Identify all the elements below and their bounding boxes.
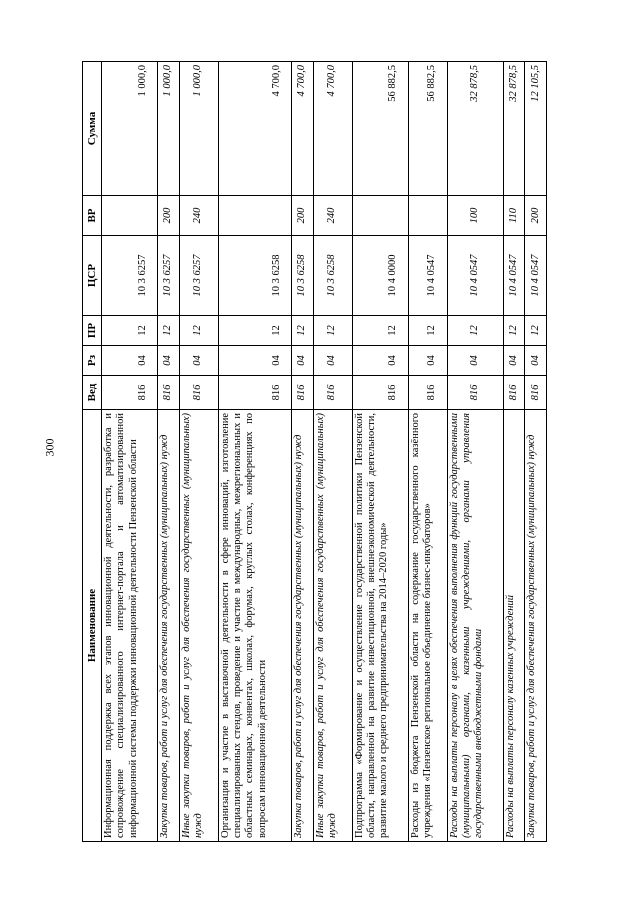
row-rz: 04: [525, 346, 547, 376]
row-vr: 240: [179, 196, 218, 236]
row-rz: 04: [102, 346, 158, 376]
header-pr: ПР: [83, 316, 102, 346]
row-name: Подпрограмма «Формирование и осуществление государственной политики Пензенской области, направленной на развитие инвестиционной, внешнеэкономической деятельности, развитие малого и среднего предпринимательства на 2014–2020 годы»: [352, 410, 408, 842]
table-row: [503, 62, 525, 842]
row-ved: 816: [352, 376, 408, 410]
row-name: Расходы из бюджета Пензенской области на содержание государственного казённого учреждения «Пензенское региональное объединение бизнес-инкубаторов»: [408, 410, 447, 842]
row-name: Иные закупки товаров, работ и услуг для обеспечения государственных (муниципальных) нужд: [179, 410, 218, 842]
table-row: [292, 62, 314, 842]
row-vr: 200: [525, 196, 547, 236]
row-csr: 10 3 6257: [179, 236, 218, 316]
row-sum: 1 000,0: [179, 62, 218, 196]
row-csr: 10 4 0000: [352, 236, 408, 316]
row-csr: 10 4 0547: [447, 236, 503, 316]
table-row: [313, 62, 352, 842]
header-vr: ВР: [83, 196, 102, 236]
row-rz: 04: [447, 346, 503, 376]
row-sum: 32 878,5: [503, 62, 525, 196]
row-vr: 110: [503, 196, 525, 236]
row-rz: 04: [313, 346, 352, 376]
row-ved: 816: [102, 376, 158, 410]
row-vr: 100: [447, 196, 503, 236]
row-csr: 10 4 0547: [525, 236, 547, 316]
row-name: Закупка товаров, работ и услуг для обеспечения государственных (муниципальных) нужд: [158, 410, 180, 842]
row-vr: 240: [313, 196, 352, 236]
row-sum: 1 000,0: [158, 62, 180, 196]
row-csr: 10 4 0547: [503, 236, 525, 316]
row-vr: [352, 196, 408, 236]
row-rz: 04: [218, 346, 292, 376]
row-pr: 12: [408, 316, 447, 346]
row-rz: 04: [408, 346, 447, 376]
row-csr: 10 3 6258: [218, 236, 292, 316]
table-row: [525, 62, 547, 842]
row-ved: 816: [447, 376, 503, 410]
row-csr: 10 3 6258: [292, 236, 314, 316]
row-csr: 10 3 6258: [313, 236, 352, 316]
row-vr: [218, 196, 292, 236]
header-csr: ЦСР: [83, 236, 102, 316]
row-pr: 12: [218, 316, 292, 346]
row-ved: 816: [525, 376, 547, 410]
row-pr: 12: [102, 316, 158, 346]
row-csr: 10 3 6257: [102, 236, 158, 316]
row-ved: 816: [503, 376, 525, 410]
header-rz: Рз: [83, 346, 102, 376]
budget-table-container: [82, 62, 547, 842]
row-pr: 12: [447, 316, 503, 346]
row-sum: 12 105,5: [525, 62, 547, 196]
row-ved: 816: [313, 376, 352, 410]
table-row: [408, 62, 447, 842]
row-name: Закупка товаров, работ и услуг для обеспечения государственных (муниципальных) нужд: [292, 410, 314, 842]
row-rz: 04: [352, 346, 408, 376]
table-row: [218, 62, 292, 842]
row-pr: 12: [503, 316, 525, 346]
header-name: Наименование: [83, 410, 102, 842]
table-header-row: [83, 62, 102, 842]
row-rz: 04: [179, 346, 218, 376]
table-row: [179, 62, 218, 842]
row-ved: 816: [158, 376, 180, 410]
row-sum: 4 700,0: [292, 62, 314, 196]
row-ved: 816: [292, 376, 314, 410]
table-row: [158, 62, 180, 842]
row-pr: 12: [352, 316, 408, 346]
table-row: [447, 62, 503, 842]
row-name: Иные закупки товаров, работ и услуг для обеспечения государственных (муниципальных) нужд: [313, 410, 352, 842]
row-vr: [408, 196, 447, 236]
row-name: Расходы на выплаты персоналу в целях обеспечения выполнения функций государственными (муниципальными) органами, казенными учреждениями, органами управления государственными внебюджетными фондами: [447, 410, 503, 842]
row-sum: 4 700,0: [218, 62, 292, 196]
row-name: Информационная поддержка всех этапов инновационной деятельности, разработка и сопровождение специализированного интернет-портала и автоматизированной информационной системы поддержки инновационной деятельности Пензенской области: [102, 410, 158, 842]
row-ved: 816: [408, 376, 447, 410]
row-name: Закупка товаров, работ и услуг для обеспечения государственных (муниципальных) нужд: [525, 410, 547, 842]
row-ved: 816: [218, 376, 292, 410]
header-sum: Сумма: [83, 62, 102, 196]
row-vr: 200: [292, 196, 314, 236]
row-sum: 56 882,5: [352, 62, 408, 196]
row-rz: 04: [503, 346, 525, 376]
row-pr: 12: [525, 316, 547, 346]
row-pr: 12: [158, 316, 180, 346]
row-pr: 12: [179, 316, 218, 346]
table-row: [352, 62, 408, 842]
row-pr: 12: [313, 316, 352, 346]
row-sum: 56 882,5: [408, 62, 447, 196]
row-name: Организация и участие в выставочной деятельности в сфере инноваций, изготовление специализированных стендов, проведение и участие в международных, межрегиональных и областных семинарах, конвентах, школах, форумах, круглых столах, конференциях по вопросам инновационной деятельности: [218, 410, 292, 842]
row-sum: 1 000,0: [102, 62, 158, 196]
row-vr: [102, 196, 158, 236]
row-vr: 200: [158, 196, 180, 236]
row-csr: 10 3 6257: [158, 236, 180, 316]
row-ved: 816: [179, 376, 218, 410]
row-pr: 12: [292, 316, 314, 346]
header-ved: Вед: [83, 376, 102, 410]
row-sum: 32 878,5: [447, 62, 503, 196]
row-rz: 04: [158, 346, 180, 376]
row-sum: 4 700,0: [313, 62, 352, 196]
row-name: Расходы на выплаты персоналу казенных учреждений: [503, 410, 525, 842]
page-number: 300: [42, 438, 57, 457]
table-row: [102, 62, 158, 842]
budget-table: [82, 61, 547, 842]
row-csr: 10 4 0547: [408, 236, 447, 316]
row-rz: 04: [292, 346, 314, 376]
